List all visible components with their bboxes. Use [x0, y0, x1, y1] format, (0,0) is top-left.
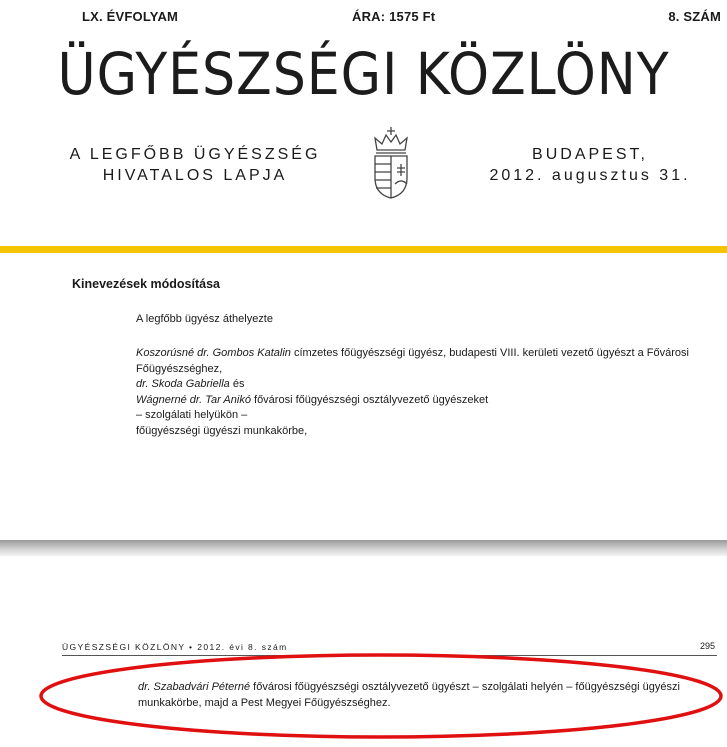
page-separator: [0, 540, 727, 556]
person-description: címzetes főügyészségi ügyész, budapesti VIII. kerületi vezető ügyészt a Fővárosi Főügyészséghez,: [136, 347, 689, 375]
masthead-title: ÜGYÉSZSÉGI KÖZLÖNY: [57, 40, 670, 108]
appointment-paragraph: [136, 346, 706, 439]
intro-line: A legfőbb ügyész áthelyezte: [136, 313, 273, 325]
text-line: [136, 346, 706, 377]
subtitle-line: BUDAPEST,: [532, 146, 648, 163]
section-heading: Kinevezések módosítása: [72, 277, 220, 291]
conjunction-text: és: [229, 378, 245, 390]
person-description: fővárosi főügyészségi osztályvezető ügyészt – szolgálati helyén – főügyészségi ügyészi munkakörbe, majd a Pest Megyei Főügyészséghez.: [138, 681, 680, 709]
issue-label: 8. SZÁM: [668, 9, 721, 24]
role-line: főügyészségi ügyészi munkakörbe,: [136, 424, 308, 437]
yellow-divider: [0, 246, 727, 253]
price-label: ÁRA: 1575 Ft: [352, 9, 436, 24]
location-line: – szolgálati helyükön –: [136, 409, 248, 421]
subtitle-line: A LEGFŐBB ÜGYÉSZSÉG: [69, 146, 321, 163]
highlight-ellipse: [36, 650, 726, 747]
publisher-subtitle: [60, 144, 330, 186]
volume-label: LX. ÉVFOLYAM: [82, 9, 179, 24]
person-description: fővárosi főügyészségi osztályvezető ügyészeket: [250, 393, 489, 406]
person-name: dr. Szabadvári Péterné: [138, 681, 251, 693]
page-number: 295: [699, 641, 715, 651]
text-line: [136, 393, 706, 409]
coat-of-arms-icon: [368, 124, 414, 207]
text-line: [136, 377, 706, 393]
running-header: ÜGYÉSZSÉGI KÖZLÖNY • 2012. évi 8. szám: [62, 642, 288, 652]
subtitle-line: 2012. augusztus 31.: [489, 167, 691, 184]
person-name: dr. Skoda Gabriella: [136, 378, 230, 390]
person-name: Koszorúsné dr. Gombos Katalin: [136, 347, 291, 359]
person-name: Wágnerné dr. Tar Anikó: [136, 393, 251, 406]
place-date-subtitle: [470, 144, 710, 186]
subtitle-line: HIVATALOS LAPJA: [102, 167, 288, 184]
